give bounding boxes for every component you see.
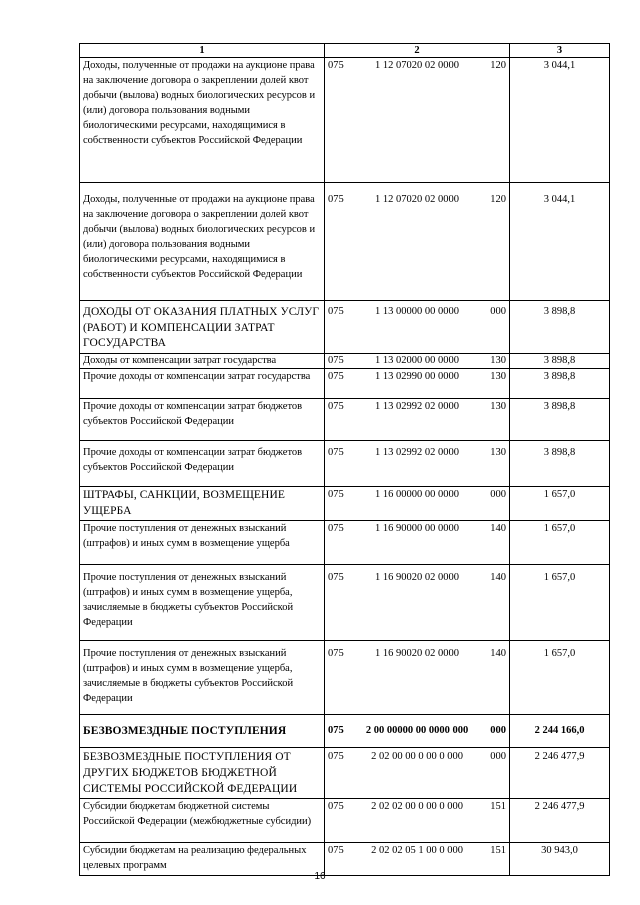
kbk-code: 1 16 90000 00 0000 — [375, 523, 459, 535]
kosgu-code: 140 — [490, 648, 506, 660]
kbk-code: 2 02 02 00 0 00 0 000 — [371, 801, 463, 813]
table-row — [80, 183, 610, 301]
row-amount: 3 044,1 — [510, 58, 610, 183]
row-name — [80, 748, 325, 799]
kbk-code: 2 00 00000 00 0000 000 — [365, 725, 469, 737]
kosgu-code: 130 — [490, 447, 506, 459]
admin-code: 075 — [328, 572, 344, 584]
budget-table — [79, 43, 610, 876]
row-amount — [510, 441, 610, 487]
header-row — [80, 44, 610, 58]
row-codes — [325, 487, 510, 521]
kosgu-code: 000 — [490, 489, 506, 501]
table-row — [80, 565, 610, 641]
table-row — [80, 521, 610, 565]
admin-code: 075 — [328, 648, 344, 660]
header-col-3: 3 — [510, 44, 610, 58]
kosgu-code: 151 — [490, 801, 506, 813]
row-codes — [325, 399, 510, 441]
row-amount: 3 898,8 — [510, 353, 610, 369]
admin-code: 075 — [328, 523, 344, 535]
row-amount-text: 1 657,0 — [543, 648, 576, 660]
row-amount-text: 3 044,1 — [543, 194, 576, 205]
kosgu-code: 140 — [490, 523, 506, 535]
admin-code: 075 — [328, 751, 344, 763]
kosgu-code: 151 — [490, 845, 506, 857]
row-amount — [510, 715, 610, 748]
admin-code: 075 — [328, 401, 344, 413]
row-amount: 3 898,8 — [510, 369, 610, 399]
admin-code: 075 — [328, 447, 344, 459]
row-name: Субсидии бюджетам бюджетной системы Российской Федерации (межбюджетные субсидии) — [80, 799, 325, 843]
row-amount-text: 2 246 477,9 — [534, 751, 585, 763]
row-name — [80, 641, 325, 715]
admin-code: 075 — [328, 489, 344, 501]
row-amount-text: 1 657,0 — [543, 572, 576, 584]
admin-code: 075 — [328, 194, 344, 205]
kosgu-code: 120 — [490, 60, 506, 71]
kosgu-code: 130 — [490, 401, 506, 413]
kosgu-code: 140 — [490, 572, 506, 584]
admin-code: 075 — [328, 354, 344, 366]
table-row — [80, 353, 610, 369]
row-amount: 1 657,0 — [510, 521, 610, 565]
row-codes — [325, 441, 510, 487]
row-amount — [510, 748, 610, 799]
kbk-code: 1 16 90020 02 0000 — [375, 572, 459, 584]
row-name: Прочие поступления от денежных взысканий (штрафов) и иных сумм в возмещение ущерба — [80, 521, 325, 565]
admin-code: 075 — [328, 725, 344, 737]
admin-code: 075 — [328, 845, 344, 857]
row-codes — [325, 565, 510, 641]
table-row — [80, 487, 610, 521]
header-col-1: 1 — [80, 44, 325, 58]
row-name-text: БЕЗВОЗМЕЗДНЫЕ ПОСТУПЛЕНИЯ — [83, 724, 287, 737]
row-amount — [510, 641, 610, 715]
row-codes — [325, 799, 510, 843]
table-row — [80, 399, 610, 441]
row-amount — [510, 565, 610, 641]
row-name — [80, 441, 325, 487]
row-name-text: Доходы, полученные от продажи на аукционе права на заключение договора о закреплении долей квот добычи (вылова) водных биологических ресурсов и (или) договора пользования водными биологическими ресурсами, находящимися в собственности субъектов Российской Федерации — [83, 194, 316, 280]
row-name: Субсидии бюджетам на реализацию федеральных целевых программ — [80, 843, 325, 876]
kbk-code: 1 13 02992 02 0000 — [375, 401, 459, 413]
row-name — [80, 565, 325, 641]
kosgu-code: 000 — [490, 725, 506, 737]
row-amount: 1 657,0 — [510, 487, 610, 521]
row-amount-text: 3 898,8 — [543, 447, 576, 459]
table-row — [80, 441, 610, 487]
row-amount-text: 2 244 166,0 — [534, 725, 585, 737]
row-name — [80, 301, 325, 354]
row-amount: 3 898,8 — [510, 399, 610, 441]
row-name-text: ДОХОДЫ ОТ ОКАЗАНИЯ ПЛАТНЫХ УСЛУГ (РАБОТ) И КОМПЕНСАЦИИ ЗАТРАТ ГОСУДАРСТВА — [83, 306, 320, 350]
row-codes — [325, 369, 510, 399]
kosgu-code: 000 — [490, 306, 506, 317]
row-name: Прочие доходы от компенсации затрат бюджетов субъектов Российской Федерации — [80, 399, 325, 441]
row-codes — [325, 641, 510, 715]
row-amount — [510, 183, 610, 301]
admin-code: 075 — [328, 371, 344, 383]
table-row — [80, 748, 610, 799]
row-name: ШТРАФЫ, САНКЦИИ, ВОЗМЕЩЕНИЕ УЩЕРБА — [80, 487, 325, 521]
row-name: Доходы от компенсации затрат государства — [80, 353, 325, 369]
row-amount — [510, 301, 610, 354]
kbk-code: 1 13 02992 02 0000 — [375, 447, 459, 459]
row-name — [80, 715, 325, 748]
row-amount-text: 3 898,8 — [543, 306, 576, 317]
row-codes — [325, 183, 510, 301]
kbk-code: 1 12 07020 02 0000 — [375, 60, 459, 71]
table-row — [80, 799, 610, 843]
row-codes — [325, 715, 510, 748]
row-name — [80, 183, 325, 301]
kosgu-code: 000 — [490, 751, 506, 763]
row-amount: 30 943,0 — [510, 843, 610, 876]
kbk-code: 1 13 02000 00 0000 — [375, 354, 459, 366]
row-codes — [325, 58, 510, 183]
row-name-text: Прочие доходы от компенсации затрат бюджетов субъектов Российской Федерации — [83, 447, 303, 474]
kbk-code: 2 02 02 05 1 00 0 000 — [371, 845, 463, 857]
table-row — [80, 369, 610, 399]
row-name-text: БЕЗВОЗМЕЗДНЫЕ ПОСТУПЛЕНИЯ ОТ ДРУГИХ БЮДЖЕТОВ БЮДЖЕТНОЙ СИСТЕМЫ РОССИЙСКОЙ ФЕДЕРАЦИИ — [83, 751, 298, 795]
kbk-code: 1 12 07020 02 0000 — [375, 194, 459, 205]
row-codes — [325, 748, 510, 799]
kosgu-code: 130 — [490, 371, 506, 383]
row-name: Доходы, полученные от продажи на аукционе права на заключение договора о закреплении долей квот добычи (вылова) водных биологических ресурсов и (или) договора пользования водными биологическими ресурсами, находящимися в собственности субъектов Российской Федерации — [80, 58, 325, 183]
row-name-text: Прочие поступления от денежных взысканий (штрафов) и иных сумм в возмещение ущерба, зачисляемые в бюджеты субъектов Российской Федерации — [83, 572, 294, 629]
table-row — [80, 301, 610, 354]
row-codes — [325, 301, 510, 354]
header-col-2: 2 — [325, 44, 510, 58]
row-name: Прочие доходы от компенсации затрат государства — [80, 369, 325, 399]
kbk-code: 1 16 90020 02 0000 — [375, 648, 459, 660]
table-row — [80, 715, 610, 748]
kosgu-code: 130 — [490, 354, 506, 366]
row-codes — [325, 521, 510, 565]
table-row — [80, 641, 610, 715]
admin-code: 075 — [328, 306, 344, 317]
kbk-code: 1 13 02990 00 0000 — [375, 371, 459, 383]
kbk-code: 1 16 00000 00 0000 — [375, 489, 459, 501]
table-row — [80, 58, 610, 183]
kbk-code: 1 13 00000 00 0000 — [375, 306, 459, 317]
row-amount: 2 246 477,9 — [510, 799, 610, 843]
kosgu-code: 120 — [490, 194, 506, 205]
kbk-code: 2 02 00 00 0 00 0 000 — [371, 751, 463, 763]
row-codes — [325, 353, 510, 369]
row-name-text: Прочие поступления от денежных взысканий (штрафов) и иных сумм в возмещение ущерба, зачисляемые в бюджеты субъектов Российской Федерации — [83, 648, 294, 705]
admin-code: 075 — [328, 60, 344, 71]
admin-code: 075 — [328, 801, 344, 813]
page-number: 16 — [314, 871, 326, 882]
